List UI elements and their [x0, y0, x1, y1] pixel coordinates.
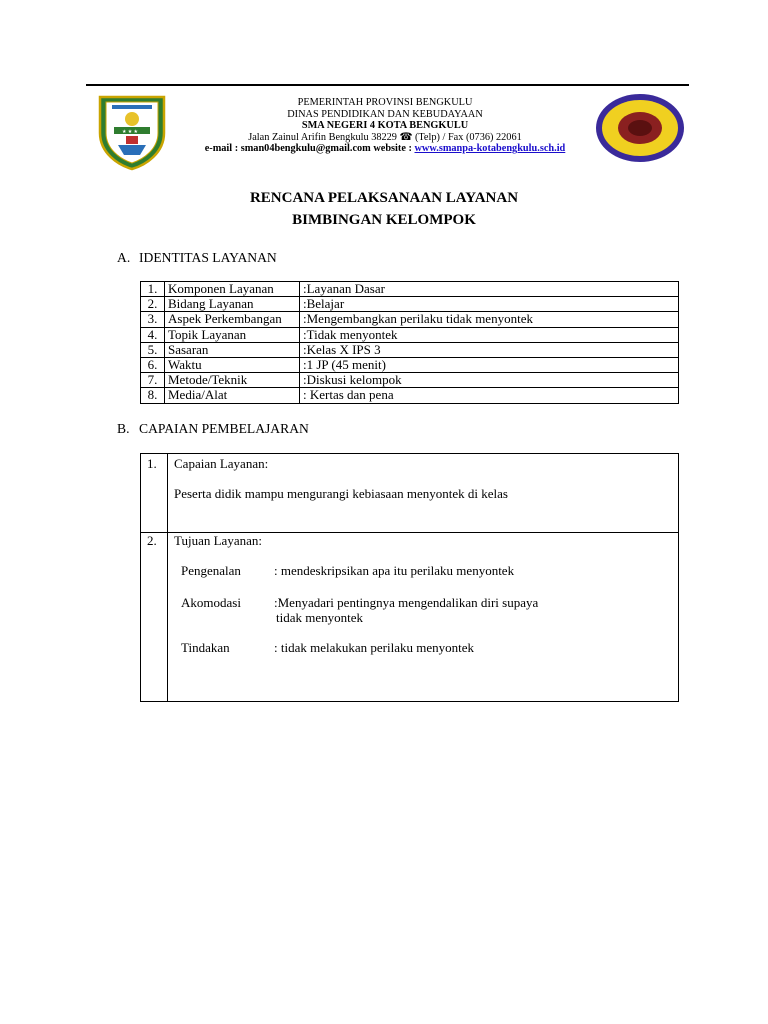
tujuan-text-akomodasi-cont: tidak menyontek: [276, 610, 364, 625]
header-rule: [86, 84, 689, 86]
table-row: 1. Komponen Layanan :Layanan Dasar: [141, 282, 679, 297]
table-row: 5. Sasaran :Kelas X IPS 3: [141, 342, 679, 357]
table-row: 6. Waktu :1 JP (45 menit): [141, 357, 679, 372]
tujuan-label-akomodasi: Akomodasi: [181, 595, 241, 610]
table-row: 2. Bidang Layanan :Belajar: [141, 297, 679, 312]
phone-icon: ☎: [399, 131, 413, 143]
section-b-heading: B. CAPAIAN PEMBELAJARAN: [117, 421, 309, 436]
letterhead-school: SMA NEGERI 4 KOTA BENGKULU: [301, 120, 469, 132]
identity-table: [140, 281, 679, 404]
section-a-heading: A. IDENTITAS LAYANAN: [117, 250, 277, 265]
table-row: 7. Metode/Teknik :Diskusi kelompok: [141, 373, 679, 388]
document-subtitle: BIMBINGAN KELOMPOK: [292, 212, 476, 228]
svg-text:★ ★ ★: ★ ★ ★: [122, 130, 138, 135]
tujuan-text-tindakan: : tidak melakukan perilaku menyontek: [274, 640, 474, 655]
school-crest-logo: [96, 93, 168, 171]
table-row: 4. Topik Layanan :Tidak menyontek: [141, 327, 679, 342]
tujuan-label-tindakan: Tindakan: [181, 640, 230, 655]
capaian-number-1: 1.: [147, 456, 157, 471]
tujuan-text-akomodasi: :Menyadari pentingnya mengendalikan diri supaya: [274, 595, 539, 610]
letterhead-department: DINAS PENDIDIKAN DAN KEBUDAYAAN: [287, 108, 483, 120]
tujuan-heading: Tujuan Layanan:: [174, 533, 262, 548]
letterhead-government: PEMERINTAH PROVINSI BENGKULU: [297, 97, 473, 108]
table-row: 8. Media/Alat : Kertas dan pena: [141, 388, 679, 403]
letterhead-address: Jalan Zainul Arifin Bengkulu 38229 ☎ (Telp) / Fax (0736) 22061: [248, 131, 522, 143]
provincial-seal-logo: [594, 92, 686, 164]
column-divider: [167, 454, 168, 701]
letterhead: [170, 97, 600, 155]
website-link[interactable]: www.smanpa-kotabengkulu.sch.id: [414, 143, 566, 155]
letterhead-contact: e-mail : sman04bengkulu@gmail.com website : www.smanpa-kotabengkulu.sch.id: [204, 143, 566, 155]
capaian-text: Peserta didik mampu mengurangi kebiasaan menyontek di kelas: [174, 486, 508, 501]
table-row: 3. Aspek Perkembangan :Mengembangkan perilaku tidak menyontek: [141, 312, 679, 327]
tujuan-text-pengenalan: : mendeskripsikan apa itu perilaku menyontek: [274, 563, 515, 578]
tujuan-label-pengenalan: Pengenalan: [181, 563, 241, 578]
capaian-table: [140, 453, 679, 702]
document-title: RENCANA PELAKSANAAN LAYANAN: [249, 190, 519, 206]
capaian-heading: Capaian Layanan:: [174, 456, 269, 471]
capaian-number-2: 2.: [147, 533, 157, 548]
